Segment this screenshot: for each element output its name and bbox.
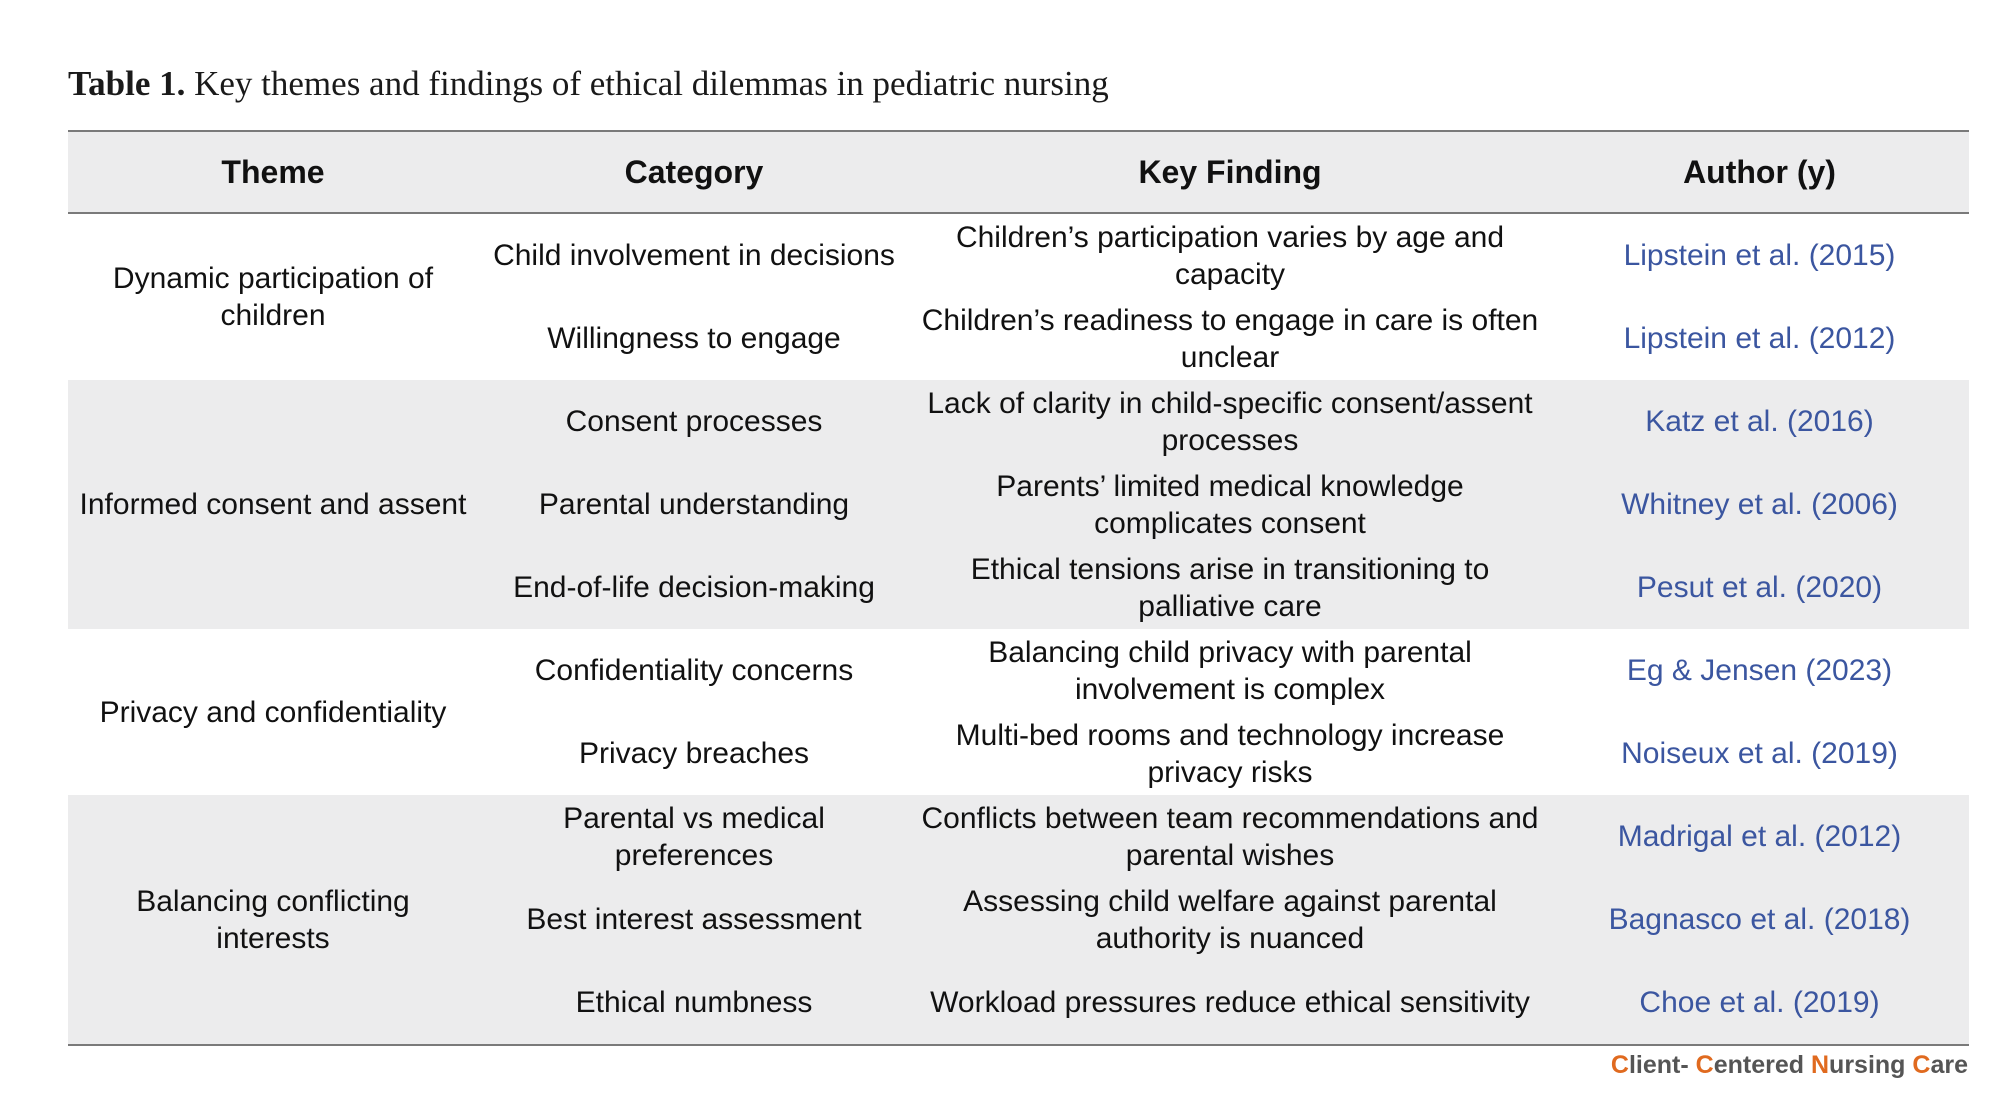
- key-finding-cell: Lack of clarity in child-specific consent/assent processes: [910, 380, 1550, 463]
- category-cell: Confidentiality concerns: [534, 654, 854, 687]
- findings-table: [68, 130, 1969, 1046]
- table-caption-text: Key themes and findings of ethical dilemmas in pediatric nursing: [194, 64, 1109, 103]
- author-cell: Bagnasco et al. (2018): [1550, 878, 1969, 961]
- author-cell: Pesut et al. (2020): [1550, 546, 1969, 629]
- author-cell: Lipstein et al. (2012): [1623, 322, 1896, 355]
- table-row: [68, 629, 1969, 712]
- author-cell: Eg & Jensen (2023): [1626, 654, 1893, 687]
- key-finding-cell: Conflicts between team recommendations and parental wishes: [910, 795, 1550, 878]
- table-caption: [68, 64, 1109, 104]
- key-finding-cell: Balancing child privacy with parental involvement is complex: [988, 635, 1472, 706]
- key-finding-cell: Parents’ limited medical knowledge complicates consent: [910, 463, 1550, 546]
- brand-text-part: N: [1810, 1051, 1830, 1079]
- category-cell: Parental vs medical preferences: [478, 795, 910, 878]
- category-cell: Parental understanding: [478, 463, 910, 546]
- brand-text-part: lient-: [1628, 1051, 1696, 1079]
- key-finding-cell: Ethical tensions arise in transitioning to palliative care: [910, 546, 1550, 629]
- column-header-category: Category: [478, 131, 910, 213]
- key-finding-cell: Multi-bed rooms and technology increase privacy risks: [955, 718, 1505, 789]
- category-cell: End-of-life decision-making: [478, 546, 910, 629]
- category-cell: Consent processes: [478, 380, 910, 463]
- key-finding-cell: Children’s readiness to engage in care is often unclear: [921, 303, 1539, 374]
- brand-text-part: C: [1912, 1051, 1931, 1079]
- category-cell: Willingness to engage: [547, 322, 841, 355]
- key-finding-cell: Assessing child welfare against parental authority is nuanced: [910, 878, 1550, 961]
- brand-text-part: ursing: [1829, 1051, 1913, 1079]
- column-header-author: Author (y): [1550, 131, 1969, 213]
- column-header-key-finding: Key Finding: [910, 131, 1550, 213]
- category-cell: Ethical numbness: [478, 961, 910, 1045]
- theme-cell: Dynamic participation of children: [112, 262, 434, 332]
- brand-text-part: C: [1695, 1051, 1714, 1079]
- journal-brand-logo: [1611, 1051, 1968, 1080]
- author-cell: Madrigal et al. (2012): [1550, 795, 1969, 878]
- theme-cell: Privacy and confidentiality: [99, 695, 447, 729]
- theme-cell: Balancing conflicting interests: [68, 795, 478, 1045]
- table-row: [68, 380, 1969, 463]
- brand-text-part: C: [1610, 1051, 1629, 1079]
- column-header-theme: Theme: [68, 131, 478, 213]
- author-cell: Choe et al. (2019): [1550, 961, 1969, 1045]
- table-row: [68, 795, 1969, 878]
- category-cell: Best interest assessment: [478, 878, 910, 961]
- table-caption-label: Table 1.: [68, 64, 186, 103]
- key-finding-cell: Workload pressures reduce ethical sensitivity: [910, 961, 1550, 1045]
- author-cell: Whitney et al. (2006): [1550, 463, 1969, 546]
- author-cell: Katz et al. (2016): [1550, 380, 1969, 463]
- category-cell: Privacy breaches: [578, 737, 810, 770]
- table-row: [68, 213, 1969, 297]
- key-finding-cell: Children’s participation varies by age and capacity: [955, 220, 1505, 291]
- theme-cell: Informed consent and assent: [68, 380, 478, 629]
- table-header-row: [68, 131, 1969, 213]
- brand-text-part: are: [1930, 1051, 1968, 1079]
- table-body: [68, 213, 1969, 1045]
- brand-text-part: entered: [1713, 1051, 1811, 1079]
- author-cell: Noiseux et al. (2019): [1621, 737, 1898, 770]
- category-cell: Child involvement in decisions: [493, 239, 895, 272]
- author-cell: Lipstein et al. (2015): [1623, 239, 1896, 272]
